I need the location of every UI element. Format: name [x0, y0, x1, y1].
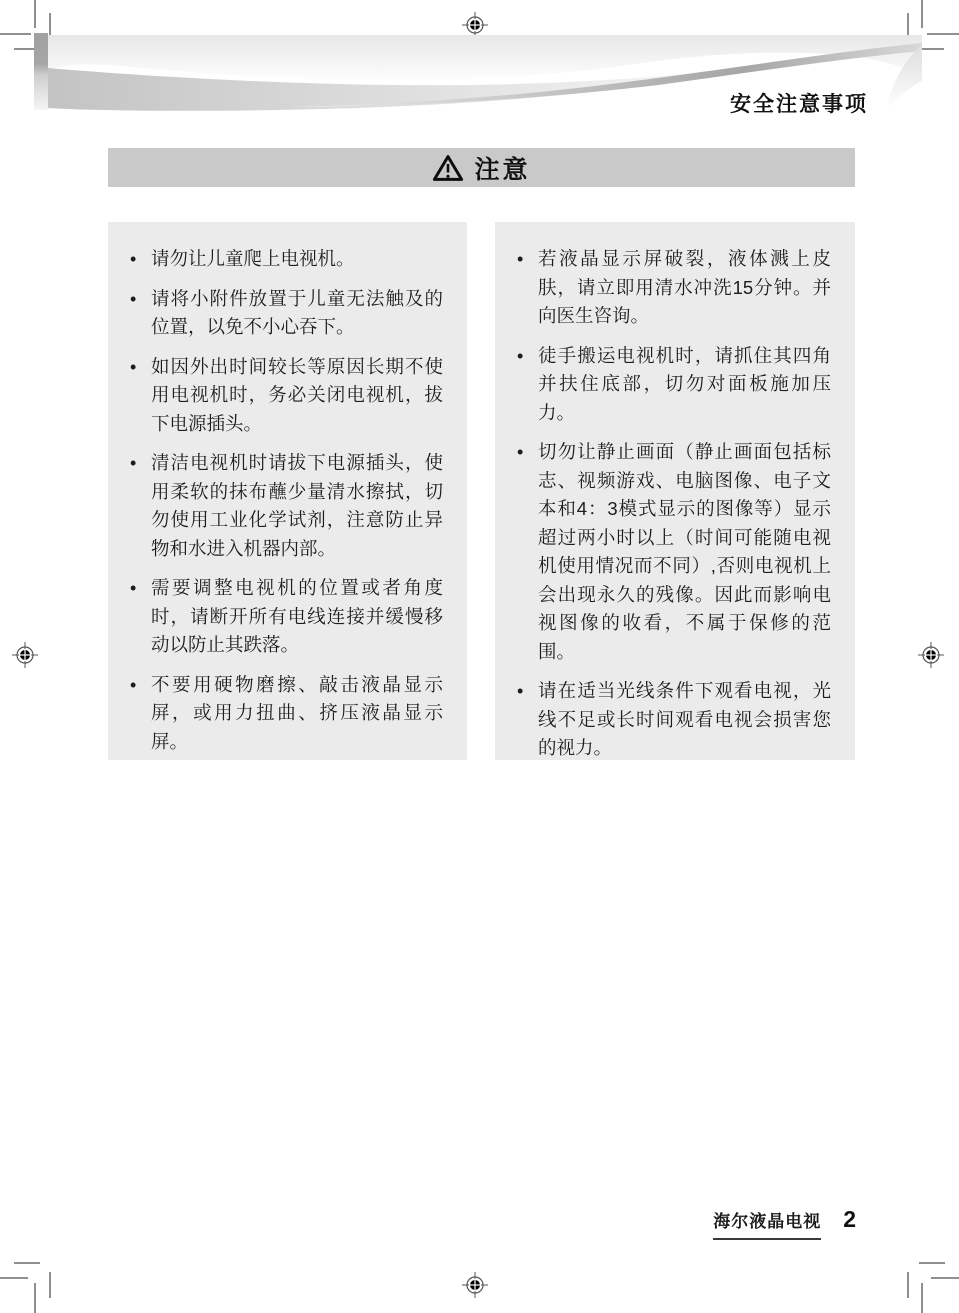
list-item — [130, 671, 443, 757]
crop-mark — [921, 1283, 923, 1313]
caution-label: 注意 — [474, 155, 531, 184]
safety-panel-left — [108, 222, 467, 760]
crop-mark — [49, 1272, 51, 1298]
safety-list-right — [517, 245, 831, 760]
page-title: 安全注意事项 — [730, 93, 868, 116]
crop-mark — [49, 13, 51, 37]
crop-mark — [907, 13, 909, 37]
safety-item-text: 若液晶显示屏破裂，液体溅上皮肤，请立即用清水冲洗15分钟。并向医生咨询。 — [538, 248, 831, 326]
list-item — [517, 342, 831, 428]
safety-item-text: 徒手搬运电视机时，请抓住其四角并扶住底部，切勿对面板施加压力。 — [538, 344, 831, 423]
bullet-icon: • — [517, 249, 524, 269]
safety-item-text: 请勿让儿童爬上电视机。 — [151, 248, 355, 269]
bullet-icon: • — [517, 681, 524, 701]
crop-mark — [921, 0, 923, 28]
crop-mark — [14, 1262, 40, 1264]
crop-mark — [34, 0, 36, 28]
crop-mark — [907, 1272, 909, 1298]
crop-mark — [919, 48, 944, 50]
safety-item-text: 请在适当光线条件下观看电视，光线不足或长时间观看电视会损害您的视力。 — [538, 680, 831, 758]
crop-mark — [0, 33, 31, 35]
crosshair-registration-icon — [918, 642, 944, 668]
list-item — [517, 245, 831, 331]
caution-banner — [108, 148, 855, 187]
list-item — [130, 285, 443, 342]
safety-item-text: 不要用硬物磨擦、敲击液晶显示屏，或用力扭曲、挤压液晶显示屏。 — [151, 673, 443, 752]
bullet-icon: • — [517, 442, 524, 462]
warning-triangle-icon — [432, 154, 464, 182]
list-item — [517, 677, 831, 760]
safety-item-text: 清洁电视机时请拔下电源插头，使用柔软的抹布蘸少量清水擦拭，切勿使用工业化学试剂，注意防止异物和水进入机器内部。 — [151, 452, 443, 559]
bullet-icon: • — [130, 578, 137, 598]
crop-mark — [919, 1262, 945, 1264]
bullet-icon: • — [130, 356, 137, 377]
bullet-icon: • — [130, 453, 137, 473]
list-item — [130, 449, 443, 563]
list-item — [130, 245, 443, 274]
crop-mark — [927, 33, 959, 35]
safety-list-left — [130, 245, 443, 756]
safety-item-text: 如因外出时间较长等原因长期不使用电视机时，务必关闭电视机，拔下电源插头。 — [151, 355, 443, 434]
footer-brand: 海尔液晶电视 — [713, 1207, 821, 1240]
list-item — [130, 574, 443, 660]
crop-mark — [0, 1277, 28, 1279]
crop-mark — [931, 1277, 959, 1279]
page-number: 2 — [843, 1206, 856, 1232]
bullet-icon: • — [130, 288, 137, 309]
list-item — [517, 438, 831, 666]
safety-item-text: 请将小附件放置于儿童无法触及的位置，以免不小心吞下。 — [151, 287, 443, 337]
list-item — [130, 353, 443, 439]
safety-item-text: 需要调整电视机的位置或者角度时，请断开所有电线连接并缓慢移动以防止其跌落。 — [151, 577, 443, 655]
bullet-icon: • — [130, 249, 137, 269]
bullet-icon: • — [517, 345, 524, 366]
bullet-icon: • — [130, 674, 137, 695]
bleed-strip — [34, 33, 48, 110]
crosshair-registration-icon — [12, 642, 38, 668]
crop-mark — [34, 1283, 36, 1313]
page-footer — [0, 1206, 856, 1240]
safety-panel-right — [495, 222, 855, 760]
crosshair-registration-icon — [462, 1272, 488, 1298]
safety-item-text: 切勿让静止画面（静止画面包括标志、视频游戏、电脑图像、电子文本和4：3模式显示的图像等）显示超过两小时以上（时间可能随电视机使用情况而不同）,否则电视机上会出现永久的残像。因此而影响电视图像的收看，不属于保修的范围。 — [538, 441, 831, 662]
